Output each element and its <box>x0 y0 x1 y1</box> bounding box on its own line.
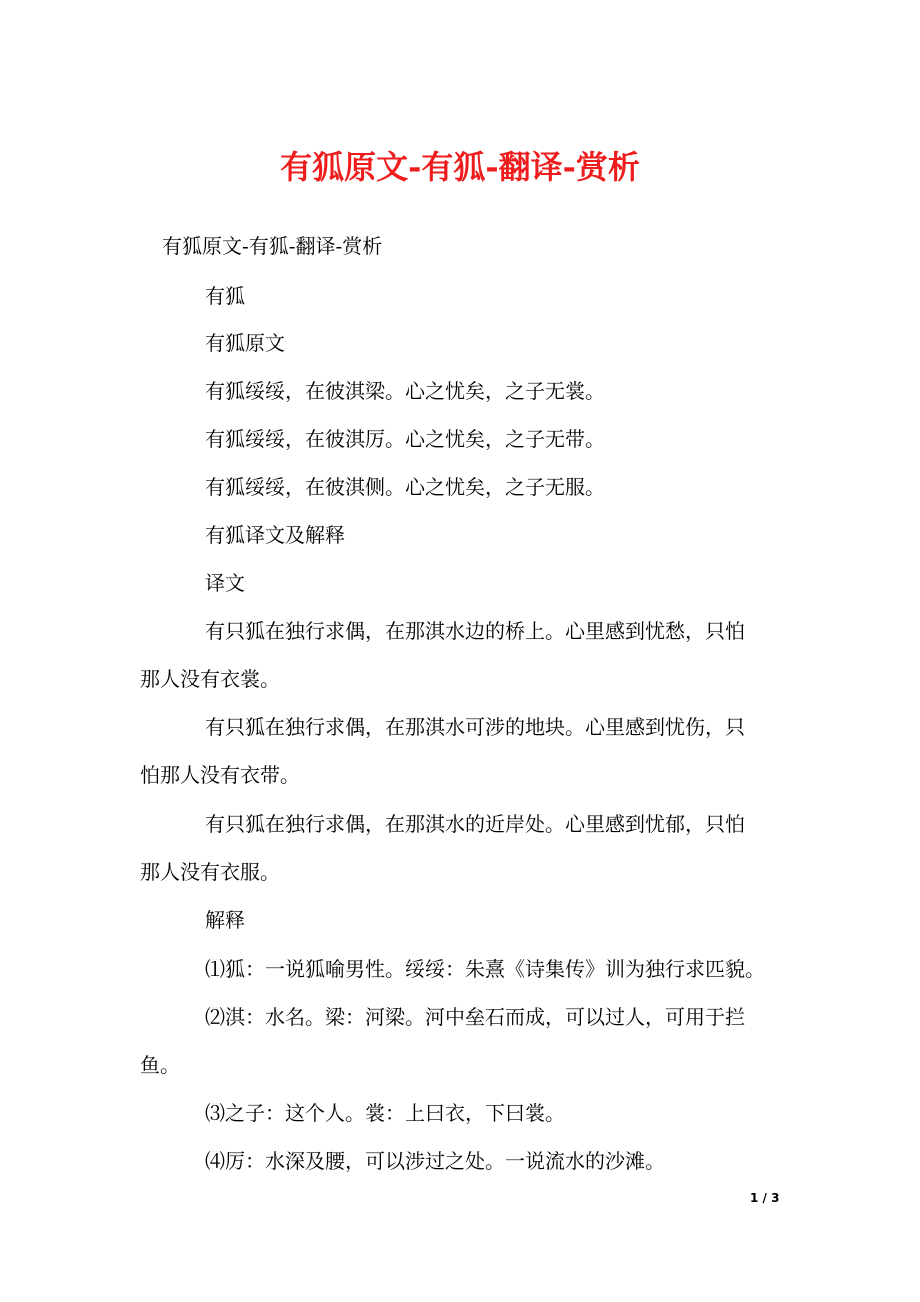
note-line: ⑵淇：水名。梁：河梁。河中垒石而成，可以过人，可用于拦 <box>205 1005 745 1029</box>
document-subtitle: 有狐原文-有狐-翻译-赏析 <box>162 234 383 258</box>
translation-paragraph-line: 怕那人没有衣带。 <box>140 763 300 787</box>
original-line: 有狐绥绥，在彼淇侧。心之忧矣，之子无服。 <box>205 475 605 499</box>
note-line: ⑷厉：水深及腰，可以涉过之处。一说流水的沙滩。 <box>205 1149 665 1173</box>
original-line: 有狐绥绥，在彼淇梁。心之忧矣，之子无裳。 <box>205 379 605 403</box>
translation-paragraph-line: 有只狐在独行求偶，在那淇水边的桥上。心里感到忧愁，只怕 <box>205 619 745 643</box>
note-line: 鱼。 <box>140 1053 180 1077</box>
note-line: ⑶之子：这个人。裳：上曰衣，下曰裳。 <box>205 1101 565 1125</box>
poem-name: 有狐 <box>205 284 245 308</box>
page-indicator: 1 / 3 <box>750 1191 780 1205</box>
original-heading: 有狐原文 <box>205 331 285 355</box>
translation-section-heading: 有狐译文及解释 <box>205 523 345 547</box>
translation-paragraph-line: 有只狐在独行求偶，在那淇水可涉的地块。心里感到忧伤，只 <box>205 715 745 739</box>
document-title: 有狐原文-有狐-翻译-赏析 <box>280 148 640 186</box>
translation-heading: 译文 <box>205 571 245 595</box>
original-line: 有狐绥绥，在彼淇厉。心之忧矣，之子无带。 <box>205 427 605 451</box>
translation-paragraph-line: 那人没有衣裳。 <box>140 667 280 691</box>
translation-paragraph-line: 那人没有衣服。 <box>140 860 280 884</box>
note-line: ⑴狐：一说狐喻男性。绥绥：朱熹《诗集传》训为独行求匹貌。 <box>205 957 765 981</box>
notes-heading: 解释 <box>205 908 245 932</box>
translation-paragraph-line: 有只狐在独行求偶，在那淇水的近岸处。心里感到忧郁，只怕 <box>205 812 745 836</box>
